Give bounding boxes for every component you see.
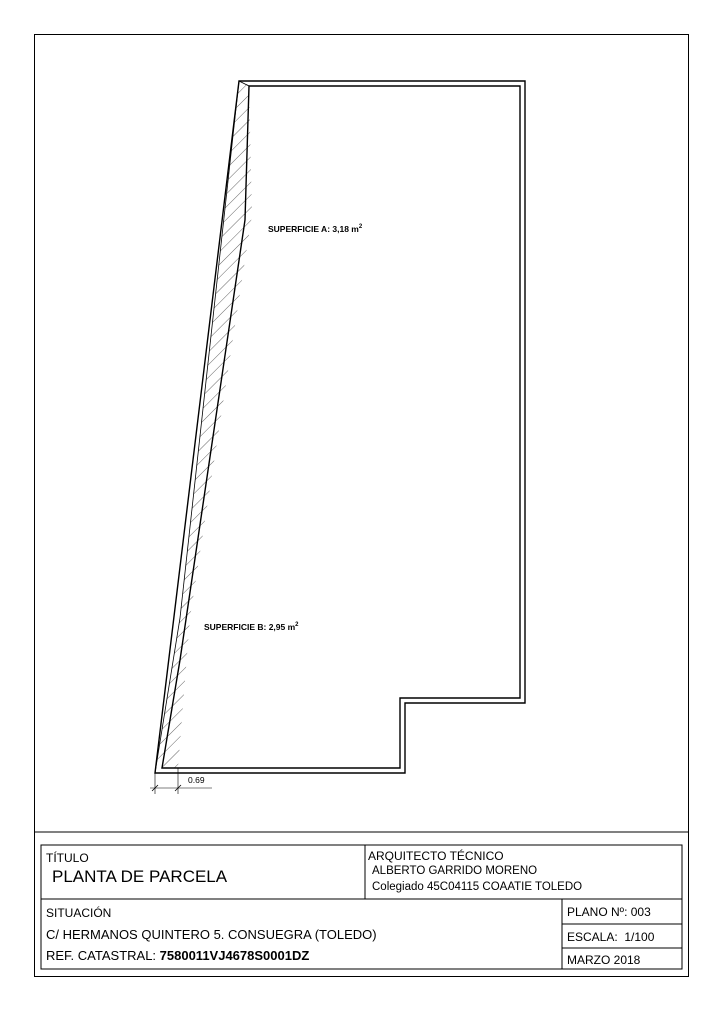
surface-a-hatch — [180, 84, 252, 618]
surface-b-label — [204, 622, 299, 632]
title-value: PLANTA DE PARCELA — [52, 867, 228, 886]
scale — [567, 930, 654, 944]
surface-a-text: SUPERFICIE A: 3,18 m — [268, 224, 359, 234]
cadastral-reference — [46, 948, 309, 963]
dimension-value: 0.69 — [188, 775, 205, 785]
architect-license: Colegiado 45C04115 COAATIE TOLEDO — [372, 881, 583, 893]
architect-heading: ARQUITECTO TÉCNICO — [368, 849, 504, 863]
surface-a-superscript: 2 — [358, 224, 363, 230]
surface-b-hatch — [156, 618, 190, 768]
scale-label: ESCALA: — [567, 930, 618, 944]
location-address: C/ HERMANOS QUINTERO 5. CONSUEGRA (TOLEDO) — [46, 927, 377, 942]
cadastral-value: 7580011VJ4678S0001DZ — [159, 948, 310, 963]
surface-a-label — [268, 224, 363, 234]
location-heading: SITUACIÓN — [46, 906, 112, 920]
scale-value: 1/100 — [624, 930, 655, 944]
plan-date: MARZO 2018 — [567, 953, 641, 967]
architect-name: ALBERTO GARRIDO MORENO — [372, 865, 538, 877]
surface-b-text: SUPERFICIE B: 2,95 m — [204, 622, 296, 632]
plan-number: PLANO Nº: 003 — [567, 905, 651, 919]
title-heading: TÍTULO — [46, 851, 89, 865]
parcel-outer-boundary — [239, 81, 525, 773]
surface-b-superscript: 2 — [295, 622, 299, 628]
cadastral-label: REF. CATASTRAL: — [46, 948, 160, 963]
